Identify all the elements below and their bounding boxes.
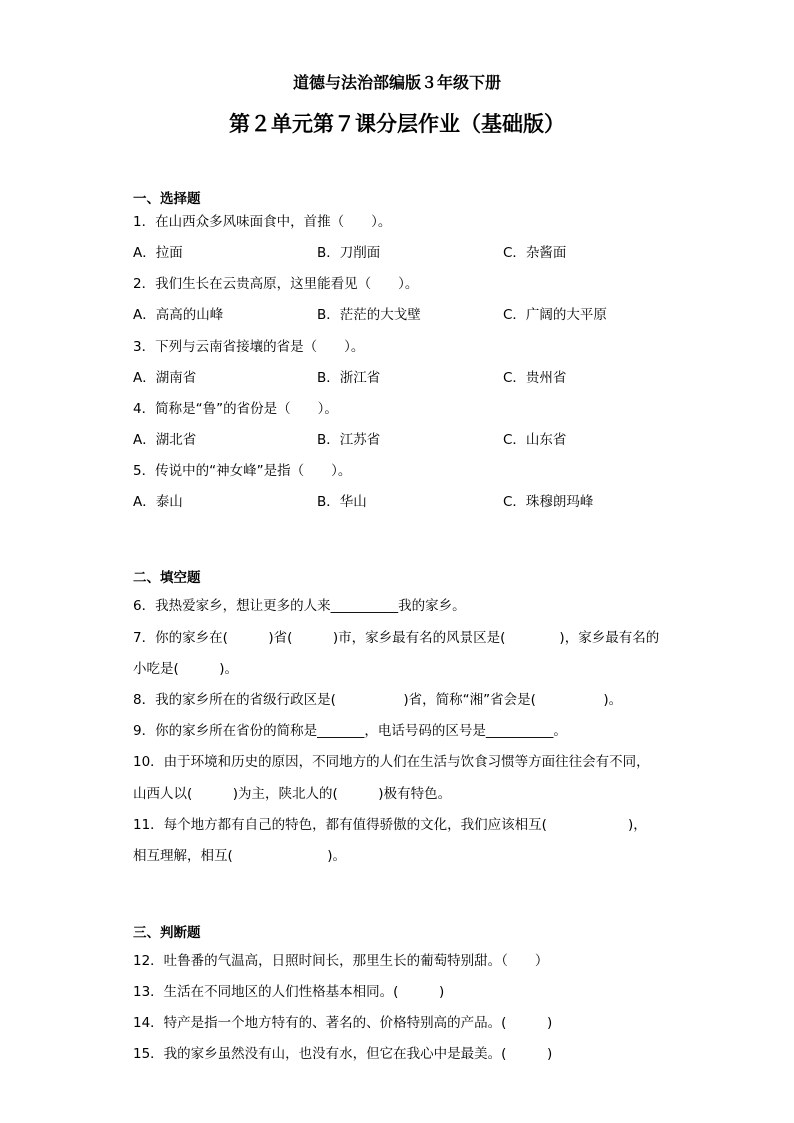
section-heading-fill-blank: 二、填空题	[133, 570, 201, 586]
question-8: 8．我的家乡所在的省级行政区是( )省，简称“湘”省会是( )。	[133, 692, 623, 708]
section-heading-choice: 一、选择题	[133, 191, 201, 207]
question-11: 11．每个地方都有自己的特色，都有值得骄傲的文化，我们应该相互( )，	[133, 817, 647, 833]
document-title: 道德与法治部编版３年级下册	[292, 73, 501, 92]
q4-option-c: C．山东省	[503, 432, 567, 448]
q5-option-a: A．泰山	[133, 494, 183, 510]
section-heading-true-false: 三、判断题	[133, 925, 201, 941]
q2-option-b: B．茫茫的大戈壁	[317, 307, 421, 323]
q2-option-a: A．高高的山峰	[133, 307, 224, 323]
question-12: 12．吐鲁番的气温高，日照时间长，那里生长的葡萄特别甜。（ ）	[133, 953, 549, 969]
q1-option-b: B．刀削面	[317, 245, 381, 261]
question-14: 14．特产是指一个地方特有的、著名的、价格特别高的产品。( )	[133, 1015, 553, 1031]
question-7: 7．你的家乡在( )省( )市，家乡最有名的风景区是( )，家乡最有名的	[133, 630, 660, 646]
question-3: 3．下列与云南省接壤的省是（ ）。	[133, 339, 365, 355]
question-4: 4．简称是“鲁”的省份是（ ）。	[133, 401, 338, 417]
question-15: 15．我的家乡虽然没有山，也没有水，但它在我心中是最美。( )	[133, 1046, 553, 1062]
question-7-cont: 小吃是( )。	[133, 661, 239, 677]
question-11-cont: 相互理解，相互( )。	[133, 848, 347, 864]
q3-option-c: C．贵州省	[503, 370, 567, 386]
q3-option-a: A．湖南省	[133, 370, 197, 386]
q3-option-b: B．浙江省	[317, 370, 381, 386]
question-5: 5．传说中的“神女峰”是指（ ）。	[133, 463, 352, 479]
question-9: 9．你的家乡所在省份的简称是_______，电话号码的区号是__________。	[133, 723, 567, 739]
question-13: 13．生活在不同地区的人们性格基本相同。( )	[133, 984, 445, 1000]
question-10-cont: 山西人以( )为主，陕北人的( )极有特色。	[133, 786, 452, 802]
document-subtitle: 第２单元第７课分层作业（基础版）	[229, 112, 565, 136]
question-1: 1．在山西众多风味面食中，首推（ ）。	[133, 214, 392, 230]
q4-option-a: A．湖北省	[133, 432, 197, 448]
q5-option-c: C．珠穆朗玛峰	[503, 494, 594, 510]
q1-option-a: A．拉面	[133, 245, 183, 261]
q5-option-b: B．华山	[317, 494, 367, 510]
question-10: 10．由于环境和历史的原因，不同地方的人们在生活与饮食习惯等方面往往会有不同，	[133, 754, 650, 770]
question-2: 2．我们生长在云贵高原，这里能看见（ ）。	[133, 276, 419, 292]
q4-option-b: B．江苏省	[317, 432, 381, 448]
q1-option-c: C．杂酱面	[503, 245, 567, 261]
q2-option-c: C．广阔的大平原	[503, 307, 607, 323]
question-6: 6．我热爱家乡，想让更多的人来__________我的家乡。	[133, 598, 466, 614]
